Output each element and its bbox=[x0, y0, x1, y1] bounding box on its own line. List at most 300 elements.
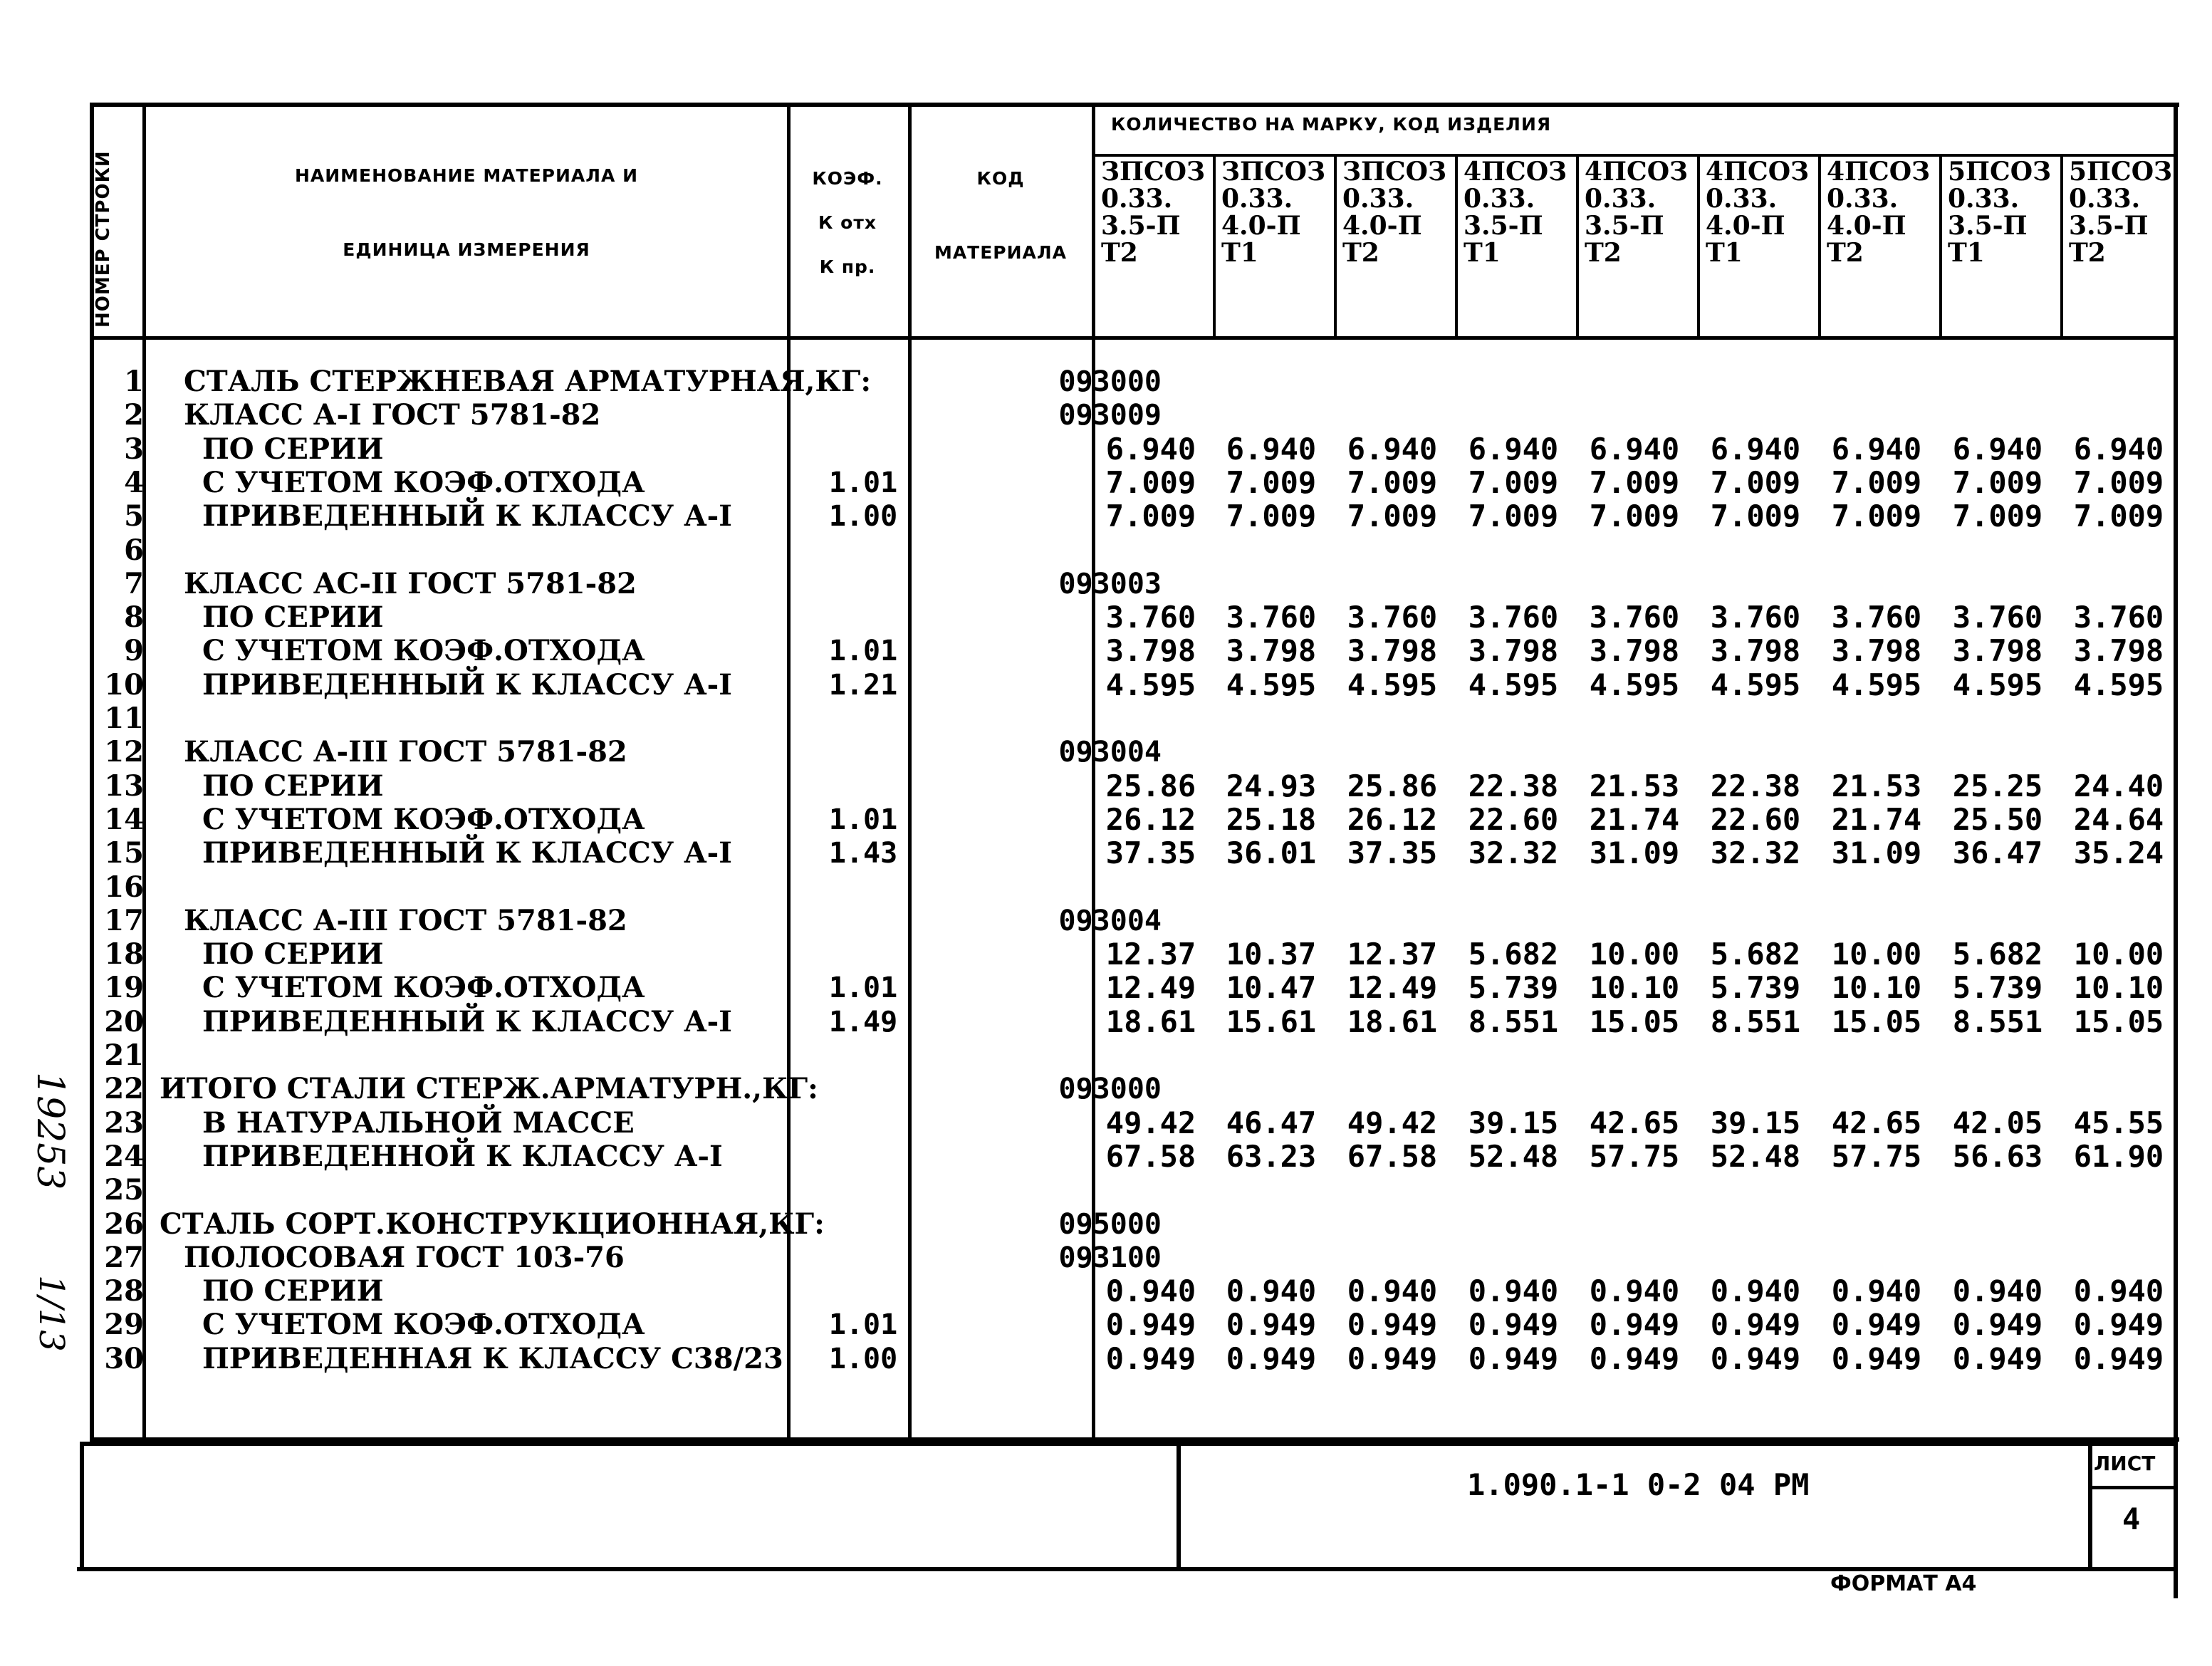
quantity-cell: 5.682 bbox=[1952, 937, 2043, 972]
quantity-cell: 6.940 bbox=[1347, 432, 1438, 467]
coefficient: 1.21 bbox=[828, 669, 898, 702]
mark-header-line: 4.0-П bbox=[1221, 211, 1301, 241]
coefficient: 1.43 bbox=[828, 837, 898, 870]
quantity-cell: 10.00 bbox=[2073, 937, 2164, 972]
quantity-cell: 0.949 bbox=[1468, 1307, 1559, 1342]
mark-header-line: 4.0-П bbox=[1827, 211, 1906, 241]
quantity-cell: 21.53 bbox=[1831, 769, 1922, 803]
quantity-cell: 22.60 bbox=[1710, 802, 1801, 837]
mark-header-line: 4ПСОЗ bbox=[1827, 157, 1931, 187]
quantity-cell: 42.65 bbox=[1831, 1105, 1922, 1140]
quantity-cell: 0.940 bbox=[1831, 1274, 1922, 1308]
quantity-cell: 15.61 bbox=[1226, 1004, 1317, 1039]
quantity-cell: 7.009 bbox=[1952, 499, 2043, 533]
material-name: КЛАСС А-III ГОСТ 5781-82 bbox=[184, 904, 627, 937]
mark-header-line: 3.5-П bbox=[2069, 211, 2149, 241]
quantity-cell: 25.18 bbox=[1226, 802, 1317, 837]
quantity-cell: 0.949 bbox=[1952, 1341, 2043, 1376]
mark-header-line: 4ПСОЗ bbox=[1464, 157, 1567, 187]
quantity-cell: 32.32 bbox=[1468, 835, 1559, 870]
footer-code-divider bbox=[1177, 1442, 1181, 1571]
header-divider bbox=[90, 336, 2178, 340]
table-row bbox=[90, 533, 2179, 568]
row-number: 3 bbox=[124, 432, 144, 466]
quantity-cell: 0.949 bbox=[1952, 1307, 2043, 1342]
table-row bbox=[90, 1038, 2179, 1073]
quantity-cell: 31.09 bbox=[1831, 835, 1922, 870]
mark-header-line: Т2 bbox=[1585, 238, 1622, 268]
format-label: ФОРМАТ А4 bbox=[1830, 1571, 1977, 1596]
quantity-cell: 8.551 bbox=[1710, 1004, 1801, 1039]
mark-header-line: ЗПСОЗ bbox=[1221, 157, 1325, 187]
quantity-cell: 18.61 bbox=[1347, 1004, 1438, 1039]
quantity-cell: 6.940 bbox=[1468, 432, 1559, 467]
mark-header bbox=[1822, 158, 1942, 336]
table-row bbox=[90, 1173, 2179, 1207]
coefficient: 1.01 bbox=[828, 803, 898, 836]
quantity-cell: 12.37 bbox=[1347, 937, 1438, 972]
quantity-cell: 26.12 bbox=[1347, 802, 1438, 837]
row-number: 14 bbox=[104, 803, 144, 836]
quantity-cell: 45.55 bbox=[2073, 1105, 2164, 1140]
quantity-cell: 0.949 bbox=[2073, 1341, 2164, 1376]
quantity-cell: 6.940 bbox=[1226, 432, 1317, 467]
quantity-cell: 61.90 bbox=[2073, 1139, 2164, 1174]
quantity-cell: 5.682 bbox=[1710, 937, 1801, 972]
coefficient: 1.49 bbox=[828, 1006, 898, 1038]
mark-header-line: 0.33. bbox=[1101, 184, 1173, 214]
quantity-cell: 63.23 bbox=[1226, 1139, 1317, 1174]
quantity-cell: 3.760 bbox=[1710, 600, 1801, 635]
quantity-cell: 18.61 bbox=[1105, 1004, 1196, 1039]
row-number: 23 bbox=[104, 1106, 144, 1140]
quantity-cell: 12.49 bbox=[1347, 970, 1438, 1005]
quantity-cell: 7.009 bbox=[2073, 499, 2164, 533]
quantity-cell: 35.24 bbox=[2073, 835, 2164, 870]
table-row bbox=[90, 634, 2179, 668]
quantity-cell: 3.798 bbox=[1347, 633, 1438, 668]
quantity-cell: 3.760 bbox=[1105, 600, 1196, 635]
table-row bbox=[90, 1308, 2179, 1342]
material-code: 093004 bbox=[1058, 905, 1162, 937]
mark-header-line: Т2 bbox=[1101, 238, 1138, 268]
coefficient: 1.01 bbox=[828, 635, 898, 667]
quantity-cell: 6.940 bbox=[1710, 432, 1801, 467]
quantity-cell: 26.12 bbox=[1105, 802, 1196, 837]
table-row bbox=[90, 702, 2179, 736]
quantity-cell: 7.009 bbox=[1710, 499, 1801, 533]
coefficient: 1.01 bbox=[828, 467, 898, 499]
quantity-cell: 4.595 bbox=[1710, 667, 1801, 702]
table-row bbox=[90, 769, 2179, 803]
footer-sheet-divider bbox=[2088, 1442, 2092, 1571]
row-number: 5 bbox=[124, 499, 144, 533]
table-row bbox=[90, 600, 2179, 635]
mark-header-line: Т2 bbox=[1342, 238, 1379, 268]
quantity-cell: 31.09 bbox=[1589, 835, 1680, 870]
quantity-cell: 4.595 bbox=[1468, 667, 1559, 702]
quantity-cell: 7.009 bbox=[1952, 465, 2043, 500]
quantity-cell: 21.74 bbox=[1831, 802, 1922, 837]
quantity-cell: 0.949 bbox=[1468, 1341, 1559, 1376]
quantity-cell: 0.949 bbox=[1105, 1341, 1196, 1376]
quantity-cell: 7.009 bbox=[1347, 499, 1438, 533]
mark-header-line: Т1 bbox=[1706, 238, 1743, 268]
footer-left-border bbox=[80, 1442, 84, 1571]
material-name: ПО СЕРИИ bbox=[202, 769, 384, 803]
mark-header-line: ЗПСОЗ bbox=[1342, 157, 1446, 187]
row-number: 20 bbox=[104, 1005, 144, 1038]
row-number: 24 bbox=[104, 1140, 144, 1173]
material-name: С УЧЕТОМ КОЭФ.ОТХОДА bbox=[202, 1308, 645, 1341]
mark-header-line: 0.33. bbox=[1827, 184, 1899, 214]
quantity-cell: 6.940 bbox=[2073, 432, 2164, 467]
quantity-cell: 3.798 bbox=[2073, 633, 2164, 668]
document-code: 1.090.1-1 0-2 04 РМ bbox=[1467, 1467, 1810, 1502]
quantity-cell: 7.009 bbox=[1831, 465, 1922, 500]
table-row bbox=[90, 1342, 2179, 1376]
material-name: СТАЛЬ СОРТ.КОНСТРУКЦИОННАЯ,КГ: bbox=[160, 1207, 825, 1241]
table-row bbox=[90, 904, 2179, 938]
quantity-cell: 7.009 bbox=[1468, 465, 1559, 500]
mark-header-line: 0.33. bbox=[1706, 184, 1778, 214]
row-number: 29 bbox=[104, 1308, 144, 1341]
sheet-number: 4 bbox=[2122, 1501, 2141, 1536]
quantity-cell: 3.760 bbox=[2073, 600, 2164, 635]
quantity-cell: 3.760 bbox=[1589, 600, 1680, 635]
quantity-cell: 4.595 bbox=[1952, 667, 2043, 702]
quantity-cell: 25.86 bbox=[1105, 769, 1196, 803]
quantity-cell: 32.32 bbox=[1710, 835, 1801, 870]
quantity-cell: 4.595 bbox=[1226, 667, 1317, 702]
row-number: 7 bbox=[124, 567, 144, 600]
quantity-cell: 8.551 bbox=[1952, 1004, 2043, 1039]
quantity-cell: 7.009 bbox=[1710, 465, 1801, 500]
mark-header bbox=[1701, 158, 1821, 336]
quantity-cell: 42.65 bbox=[1589, 1105, 1680, 1140]
row-number: 22 bbox=[104, 1072, 144, 1105]
quantity-cell: 3.760 bbox=[1468, 600, 1559, 635]
quantity-cell: 3.760 bbox=[1831, 600, 1922, 635]
coef-header-line3: К пр. bbox=[819, 256, 876, 277]
row-number: 28 bbox=[104, 1274, 144, 1308]
row-number: 9 bbox=[124, 634, 144, 667]
table-row bbox=[90, 432, 2179, 467]
quantity-cell: 15.05 bbox=[1589, 1004, 1680, 1039]
quantity-cell: 36.01 bbox=[1226, 835, 1317, 870]
quantity-cell: 49.42 bbox=[1347, 1105, 1438, 1140]
quantity-cell: 7.009 bbox=[1589, 465, 1680, 500]
quantity-cell: 39.15 bbox=[1710, 1105, 1801, 1140]
quantity-cell: 24.40 bbox=[2073, 769, 2164, 803]
material-name: С УЧЕТОМ КОЭФ.ОТХОДА bbox=[202, 803, 645, 836]
quantity-cell: 10.10 bbox=[2073, 970, 2164, 1005]
quantity-cell: 10.10 bbox=[1589, 970, 1680, 1005]
quantity-cell: 0.940 bbox=[1710, 1274, 1801, 1308]
quantity-cell: 5.739 bbox=[1952, 970, 2043, 1005]
table-row bbox=[90, 803, 2179, 837]
material-name: ПРИВЕДЕННЫЙ К КЛАССУ А-I bbox=[202, 1005, 732, 1038]
quantity-cell: 5.682 bbox=[1468, 937, 1559, 972]
quantity-cell: 6.940 bbox=[1589, 432, 1680, 467]
mark-header-line: 5ПСОЗ bbox=[2069, 157, 2173, 187]
quantity-cell: 49.42 bbox=[1105, 1105, 1196, 1140]
quantity-cell: 24.64 bbox=[2073, 802, 2164, 837]
row-number: 10 bbox=[104, 668, 144, 702]
quantity-cell: 10.00 bbox=[1589, 937, 1680, 972]
row-number: 1 bbox=[124, 365, 144, 398]
quantity-cell: 0.949 bbox=[1831, 1341, 1922, 1376]
mark-header-line: ЗПСОЗ bbox=[1101, 157, 1205, 187]
quantity-cell: 3.798 bbox=[1226, 633, 1317, 668]
quantity-cell: 0.949 bbox=[1710, 1307, 1801, 1342]
footer-sheet-label-line bbox=[2088, 1486, 2178, 1489]
row-number: 11 bbox=[104, 702, 144, 735]
quantity-cell: 10.37 bbox=[1226, 937, 1317, 972]
material-code: 095000 bbox=[1058, 1208, 1162, 1241]
quantity-cell: 7.009 bbox=[1105, 465, 1196, 500]
quantity-cell: 3.798 bbox=[1710, 633, 1801, 668]
code-header-line1: КОД bbox=[976, 168, 1025, 189]
row-number-header: НОМЕР СТРОКИ bbox=[93, 150, 114, 328]
quantity-cell: 5.739 bbox=[1710, 970, 1801, 1005]
quantity-cell: 52.48 bbox=[1468, 1139, 1559, 1174]
quantity-cell: 7.009 bbox=[1105, 499, 1196, 533]
table-row bbox=[90, 735, 2179, 769]
quantity-cell: 3.798 bbox=[1831, 633, 1922, 668]
material-code: 093004 bbox=[1058, 736, 1162, 769]
mark-header-line: 4ПСОЗ bbox=[1706, 157, 1810, 187]
quantity-cell: 0.949 bbox=[1347, 1307, 1438, 1342]
coef-header-line1: КОЭФ. bbox=[812, 168, 883, 189]
material-code: 093000 bbox=[1058, 1073, 1162, 1105]
quantity-cell: 3.760 bbox=[1952, 600, 2043, 635]
mark-header bbox=[1944, 158, 2063, 336]
quantity-cell: 0.940 bbox=[1952, 1274, 2043, 1308]
row-number: 2 bbox=[124, 398, 144, 432]
quantity-cell: 8.551 bbox=[1468, 1004, 1559, 1039]
quantity-cell: 10.10 bbox=[1831, 970, 1922, 1005]
table-row bbox=[90, 1072, 2179, 1106]
row-number: 26 bbox=[104, 1207, 144, 1241]
quantity-cell: 6.940 bbox=[1105, 432, 1196, 467]
mark-header-line: 0.33. bbox=[2069, 184, 2141, 214]
page-mark: 1/13 bbox=[31, 1275, 71, 1352]
mark-header bbox=[1097, 158, 1216, 336]
quantity-cell: 3.760 bbox=[1226, 600, 1317, 635]
coefficient: 1.01 bbox=[828, 972, 898, 1004]
row-number: 13 bbox=[104, 769, 144, 803]
quantity-cell: 0.940 bbox=[1226, 1274, 1317, 1308]
coefficient: 1.00 bbox=[828, 500, 898, 533]
material-name: В НАТУРАЛЬНОЙ МАССЕ bbox=[202, 1106, 635, 1140]
table-row bbox=[90, 836, 2179, 870]
quantity-cell: 7.009 bbox=[1468, 499, 1559, 533]
quantity-cell: 15.05 bbox=[2073, 1004, 2164, 1039]
quantity-cell: 25.25 bbox=[1952, 769, 2043, 803]
table-row bbox=[90, 466, 2179, 500]
table-row bbox=[90, 567, 2179, 601]
mark-header bbox=[1217, 158, 1337, 336]
table-row bbox=[90, 1140, 2179, 1174]
material-name: С УЧЕТОМ КОЭФ.ОТХОДА bbox=[202, 466, 645, 499]
quantity-cell: 36.47 bbox=[1952, 835, 2043, 870]
quantity-cell: 0.940 bbox=[1468, 1274, 1559, 1308]
quantity-cell: 0.940 bbox=[2073, 1274, 2164, 1308]
quantity-cell: 67.58 bbox=[1105, 1139, 1196, 1174]
quantity-cell: 7.009 bbox=[1589, 499, 1680, 533]
material-name: ПО СЕРИИ bbox=[202, 1274, 384, 1308]
inventory-number: 19253 bbox=[28, 1072, 71, 1190]
mark-header bbox=[2065, 158, 2184, 336]
quantity-cell: 3.760 bbox=[1347, 600, 1438, 635]
material-name: ПРИВЕДЕННОЙ К КЛАССУ А-I bbox=[202, 1140, 723, 1173]
row-number: 12 bbox=[104, 735, 144, 769]
material-code: 093009 bbox=[1058, 399, 1162, 432]
mark-header-line: 3.5-П bbox=[1585, 211, 1664, 241]
table-row bbox=[90, 971, 2179, 1005]
material-code: 093100 bbox=[1058, 1241, 1162, 1274]
table-row bbox=[90, 499, 2179, 533]
mark-header-line: Т2 bbox=[1827, 238, 1864, 268]
mark-header-line: Т2 bbox=[2069, 238, 2106, 268]
material-name: ПРИВЕДЕННЫЙ К КЛАССУ А-I bbox=[202, 836, 732, 870]
quantity-cell: 0.949 bbox=[1347, 1341, 1438, 1376]
material-name: ПРИВЕДЕННЫЙ К КЛАССУ А-I bbox=[202, 499, 732, 533]
row-number: 19 bbox=[104, 971, 144, 1004]
material-name: КЛАСС АС-II ГОСТ 5781-82 bbox=[184, 567, 637, 600]
table-row bbox=[90, 365, 2179, 399]
row-number: 6 bbox=[124, 533, 144, 567]
quantity-cell: 3.798 bbox=[1468, 633, 1559, 668]
quantity-cell: 24.93 bbox=[1226, 769, 1317, 803]
quantity-cell: 10.47 bbox=[1226, 970, 1317, 1005]
coefficient: 1.01 bbox=[828, 1308, 898, 1341]
quantity-cell: 4.595 bbox=[1347, 667, 1438, 702]
quantity-cell: 0.940 bbox=[1347, 1274, 1438, 1308]
quantity-cell: 57.75 bbox=[1831, 1139, 1922, 1174]
quantity-cell: 56.63 bbox=[1952, 1139, 2043, 1174]
quantity-cell: 0.949 bbox=[2073, 1307, 2164, 1342]
mark-header-line: 0.33. bbox=[1342, 184, 1414, 214]
name-header-line1: НАИМЕНОВАНИЕ МАТЕРИАЛА И bbox=[294, 165, 639, 186]
quantity-cell: 52.48 bbox=[1710, 1139, 1801, 1174]
material-name: ПО СЕРИИ bbox=[202, 432, 384, 466]
quantity-cell: 0.940 bbox=[1105, 1274, 1196, 1308]
row-number: 21 bbox=[104, 1038, 144, 1072]
material-name: КЛАСС А-III ГОСТ 5781-82 bbox=[184, 735, 627, 769]
table-row bbox=[90, 1106, 2179, 1140]
quantity-cell: 4.595 bbox=[1831, 667, 1922, 702]
quantity-cell: 7.009 bbox=[1831, 499, 1922, 533]
material-code: 093003 bbox=[1058, 568, 1162, 600]
row-number: 17 bbox=[104, 904, 144, 937]
quantity-cell: 7.009 bbox=[1347, 465, 1438, 500]
mark-header-line: Т1 bbox=[1221, 238, 1258, 268]
row-number: 30 bbox=[104, 1342, 144, 1375]
material-name: ПОЛОСОВАЯ ГОСТ 103-76 bbox=[184, 1241, 625, 1274]
row-number: 18 bbox=[104, 937, 144, 971]
quantity-cell: 25.50 bbox=[1952, 802, 2043, 837]
quantity-cell: 0.949 bbox=[1589, 1341, 1680, 1376]
row-number: 15 bbox=[104, 836, 144, 870]
quantity-cell: 12.49 bbox=[1105, 970, 1196, 1005]
quantity-cell: 7.009 bbox=[1226, 465, 1317, 500]
row-number: 16 bbox=[104, 870, 144, 904]
quantity-cell: 21.53 bbox=[1589, 769, 1680, 803]
material-name: С УЧЕТОМ КОЭФ.ОТХОДА bbox=[202, 634, 645, 667]
mark-header-line: 0.33. bbox=[1221, 184, 1293, 214]
material-name: ПО СЕРИИ bbox=[202, 937, 384, 971]
quantity-cell: 46.47 bbox=[1226, 1105, 1317, 1140]
material-name: ПРИВЕДЕННЫЙ К КЛАССУ А-I bbox=[202, 668, 732, 702]
quantity-cell: 4.595 bbox=[1105, 667, 1196, 702]
quantity-cell: 3.798 bbox=[1589, 633, 1680, 668]
quantity-cell: 7.009 bbox=[1226, 499, 1317, 533]
quantity-cell: 37.35 bbox=[1347, 835, 1438, 870]
quantity-cell: 6.940 bbox=[1831, 432, 1922, 467]
mark-header-line: 3.5-П bbox=[1948, 211, 2028, 241]
quantity-cell: 3.798 bbox=[1952, 633, 2043, 668]
quantity-cell: 37.35 bbox=[1105, 835, 1196, 870]
mark-header-line: 0.33. bbox=[1464, 184, 1535, 214]
quantity-cell: 0.940 bbox=[1589, 1274, 1680, 1308]
quantity-cell: 15.05 bbox=[1831, 1004, 1922, 1039]
quantity-cell: 25.86 bbox=[1347, 769, 1438, 803]
mark-header bbox=[1580, 158, 1700, 336]
quantity-cell: 5.739 bbox=[1468, 970, 1559, 1005]
coefficient: 1.00 bbox=[828, 1343, 898, 1375]
quantity-cell: 22.60 bbox=[1468, 802, 1559, 837]
mark-header-line: 4.0-П bbox=[1342, 211, 1422, 241]
footer-top-line bbox=[83, 1442, 2178, 1446]
mark-header-line: Т1 bbox=[1464, 238, 1501, 268]
quantity-cell: 4.595 bbox=[2073, 667, 2164, 702]
quantity-cell: 7.009 bbox=[2073, 465, 2164, 500]
table-row bbox=[90, 398, 2179, 432]
mark-header-line: 3.5-П bbox=[1464, 211, 1543, 241]
material-name: СТАЛЬ СТЕРЖНЕВАЯ АРМАТУРНАЯ,КГ: bbox=[184, 365, 872, 398]
table-row bbox=[90, 937, 2179, 972]
code-header-line2: МАТЕРИАЛА bbox=[934, 242, 1068, 263]
mark-header bbox=[1459, 158, 1579, 336]
table-row bbox=[90, 1207, 2179, 1241]
table-row bbox=[90, 1274, 2179, 1308]
quantity-cell: 4.595 bbox=[1589, 667, 1680, 702]
qty-header: КОЛИЧЕСТВО НА МАРКУ, КОД ИЗДЕЛИЯ bbox=[1111, 114, 1552, 135]
quantity-cell: 0.949 bbox=[1710, 1341, 1801, 1376]
material-name: КЛАСС А-I ГОСТ 5781-82 bbox=[184, 398, 601, 432]
quantity-cell: 0.949 bbox=[1831, 1307, 1922, 1342]
table-row bbox=[90, 870, 2179, 905]
quantity-cell: 0.949 bbox=[1226, 1341, 1317, 1376]
material-name: ПРИВЕДЕННАЯ К КЛАССУ С38/23 bbox=[202, 1342, 783, 1375]
material-name: ПО СЕРИИ bbox=[202, 600, 384, 634]
quantity-cell: 3.798 bbox=[1105, 633, 1196, 668]
material-code: 093000 bbox=[1058, 365, 1162, 398]
coef-header-line2: К отх bbox=[818, 212, 877, 233]
table-row bbox=[90, 668, 2179, 702]
quantity-cell: 42.05 bbox=[1952, 1105, 2043, 1140]
mark-header bbox=[1338, 158, 1458, 336]
table-row bbox=[90, 1241, 2179, 1275]
row-number: 27 bbox=[104, 1241, 144, 1274]
quantity-cell: 22.38 bbox=[1468, 769, 1559, 803]
mark-header-line: 4.0-П bbox=[1706, 211, 1785, 241]
quantity-cell: 0.949 bbox=[1226, 1307, 1317, 1342]
mark-header-line: 4ПСОЗ bbox=[1585, 157, 1689, 187]
quantity-cell: 21.74 bbox=[1589, 802, 1680, 837]
